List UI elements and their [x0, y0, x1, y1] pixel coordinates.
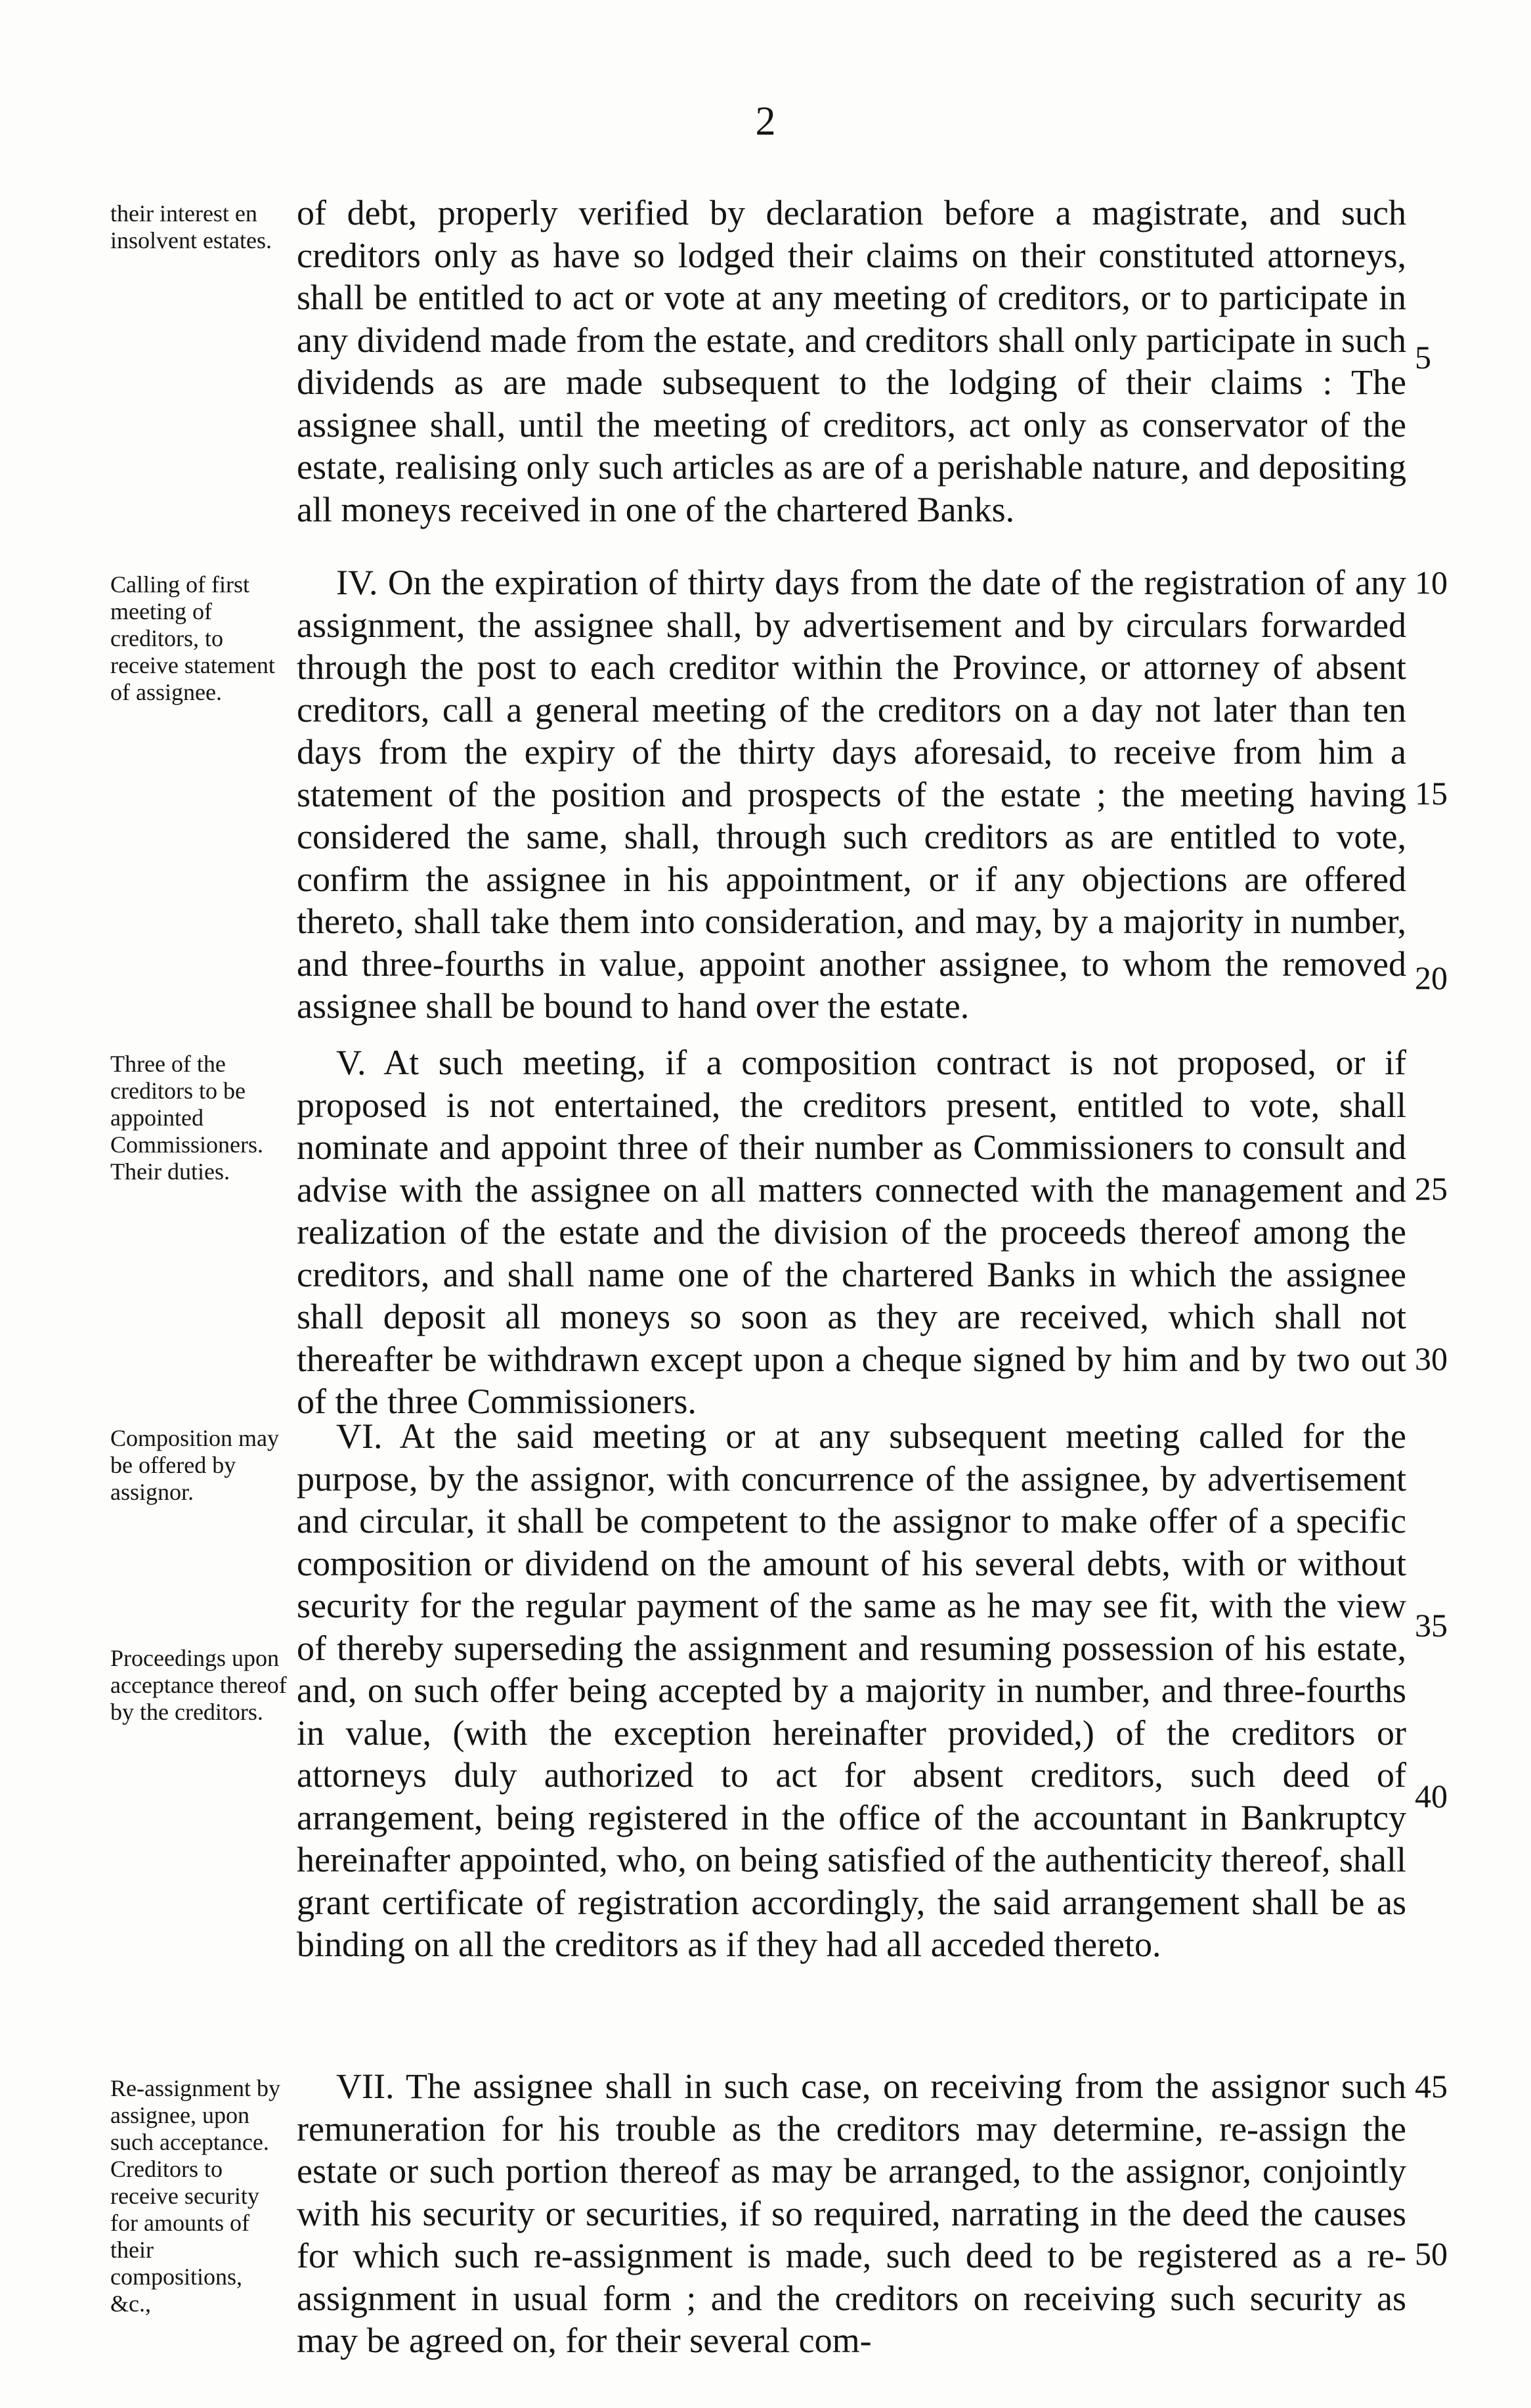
section-text: [297, 2065, 1406, 2362]
paragraph: [297, 1415, 1406, 1966]
margin-note: Re-assignment by assignee, upon such acceptance. Creditors to receive security for amounts of their compositions, &c.,: [110, 2075, 280, 2317]
margin-note: their interest en insolvent estates.: [110, 200, 272, 253]
line-number: 10: [1415, 564, 1448, 601]
paragraph: [297, 1041, 1406, 1423]
margin-note: Three of the creditors to be appointed Commissioners. Their duties.: [110, 1051, 264, 1185]
section-number: V.: [336, 1043, 366, 1082]
margin-note: Composition may be offered by assignor.: [110, 1425, 280, 1505]
paragraph-text: At such meeting, if a composition contract is not proposed, or if proposed is not entertained, the creditors present, entitled to vote, shall nominate and appoint three of their number as Commissioners to consult and advise with the assignee on all matters connected with the management and realization of the estate and the division of the proceeds thereof among the creditors, and shall name one of the chartered Banks in which the assignee shall deposit all moneys so soon as they are received, which shall not thereafter be withdrawn except upon a cheque signed by him and by two out of the three Commissioners.: [297, 1043, 1407, 1421]
line-number: 30: [1415, 1340, 1448, 1377]
section-text: [297, 1415, 1406, 1966]
line-number: 20: [1415, 959, 1448, 996]
line-number: 5: [1415, 339, 1431, 376]
margin-note-2: Proceedings upon acceptance thereof by the creditors.: [110, 1645, 287, 1725]
paragraph-text: of debt, properly verified by declaration before a magistrate, and such creditors only as have so lodged their claims on their constituted attorneys, shall be entitled to act or vote at any meeting of creditors, or to participate in any dividend made from the estate, and creditors shall only participate in such dividends as are made subsequent to the lodging of their claims : The assignee shall, until the meeting of creditors, act only as conservator of the estate, realising only such articles as are of a perishable nature, and depositing all moneys received in one of the chartered Banks.: [297, 193, 1406, 529]
section-number: VII.: [336, 2067, 395, 2106]
section-text: [297, 561, 1406, 1028]
paragraph: [297, 561, 1406, 1028]
section-text: [297, 192, 1406, 531]
paragraph-text: The assignee shall in such case, on receiving from the assignor such remuneration for his trouble as the creditors may determine, re-assign the estate or such portion thereof as may be arranged, to the assignor, conjointly with his security or securities, if so required, narrating in the deed the causes for which such re-assignment is made, such deed to be registered as a re-assignment in usual form ; and the creditors on receiving such security as may be agreed on, for their several com-: [297, 2067, 1406, 2360]
section-number: IV.: [336, 563, 378, 602]
paragraph: [297, 2065, 1406, 2362]
paragraph: [297, 192, 1406, 531]
section-text: [297, 1041, 1406, 1423]
line-number: 25: [1415, 1170, 1448, 1207]
paragraph-text: On the expiration of thirty days from the date of the registration of any assignment, the assignee shall, by advertisement and by circulars forwarded through the post to each creditor within the Province, or attorney of absent creditors, call a general meeting of the creditors on a day not later than ten days from the expiry of the thirty days aforesaid, to receive from him a statement of the position and prospects of the estate ; the meeting having considered the same, shall, through such creditors as are entitled to vote, confirm the assignee in his appointment, or if any objections are offered thereto, shall take them into consideration, and may, by a majority in number, and three-fourths in value, appoint another assignee, to whom the removed assignee shall be bound to hand over the estate.: [297, 563, 1406, 1026]
margin-note: Calling of first meeting of creditors, to receive statement of assignee.: [110, 571, 275, 705]
paragraph-text: At the said meeting or at any subsequent meeting called for the purpose, by the assignor, with concurrence of the assignee, by advertisement and circular, it shall be competent to the assignor to make offer of a specific composition or dividend on the amount of his several debts, with or without security for the regular payment of the same as he may see fit, with the view of thereby superseding the assignment and resuming possession of his estate, and, on such offer being accepted by a majority in number, and three-fourths in value, (with the exception hereinafter provided,) of the creditors or attorneys duly authorized to act for absent creditors, such deed of arrangement, being registered in the office of the accountant in Bankruptcy hereinafter appointed, who, on being satisfied of the authenticity thereof, shall grant certificate of registration accordingly, the said arrangement shall be as binding on all the creditors as if they had all acceded thereto.: [297, 1416, 1406, 1964]
line-number: 45: [1415, 2068, 1448, 2105]
line-number: 40: [1415, 1778, 1448, 1814]
page-number: 2: [755, 99, 776, 144]
section-number: VI.: [336, 1416, 383, 1456]
line-number: 35: [1415, 1607, 1448, 1644]
line-number: 15: [1415, 775, 1448, 812]
line-number: 50: [1415, 2235, 1448, 2272]
